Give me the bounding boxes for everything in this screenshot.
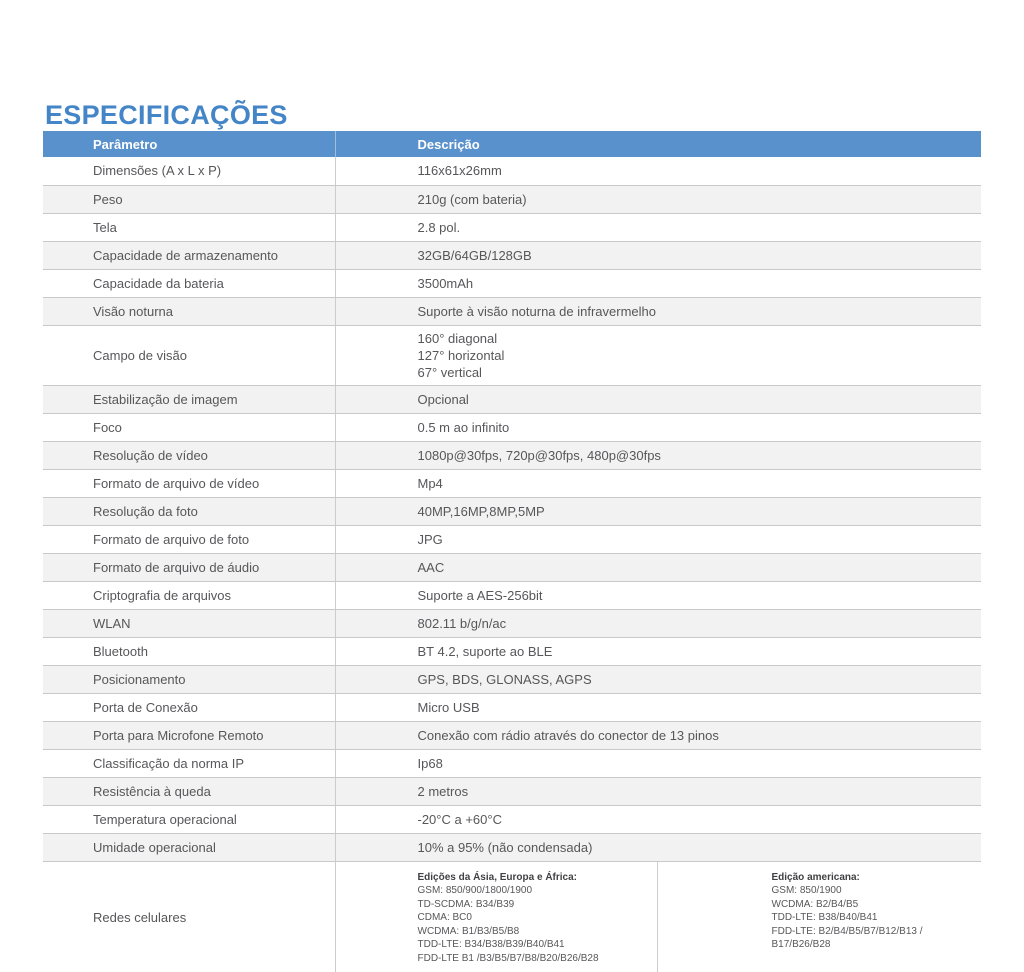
- col-header-descricao: Descrição: [335, 131, 981, 157]
- table-row: [43, 581, 981, 609]
- desc-line: BT 4.2, suporte ao BLE: [417, 643, 553, 659]
- param-cell: Temperatura operacional: [43, 805, 335, 833]
- desc-line: -20°C a +60°C: [417, 811, 502, 827]
- param-cell: Peso: [43, 185, 335, 213]
- param-cell: Foco: [43, 413, 335, 441]
- header-row: [43, 131, 981, 157]
- spec-table-body: [43, 157, 981, 972]
- table-row: [43, 637, 981, 665]
- param-cell: Bluetooth: [43, 637, 335, 665]
- param-cell: Resolução de vídeo: [43, 441, 335, 469]
- desc-line: 1080p@30fps, 720p@30fps, 480p@30fps: [417, 447, 661, 463]
- param-cell: Visão noturna: [43, 297, 335, 325]
- desc-cell: [335, 805, 981, 833]
- table-row: [43, 269, 981, 297]
- desc-line: 67° vertical: [417, 364, 482, 380]
- table-row: [43, 833, 981, 861]
- table-row: [43, 665, 981, 693]
- param-cell: Formato de arquivo de vídeo: [43, 469, 335, 497]
- desc-line: AAC: [417, 559, 445, 575]
- param-cell: Resistência à queda: [43, 777, 335, 805]
- table-row: [43, 749, 981, 777]
- desc-cell: [335, 637, 981, 665]
- network-band-line: TD-SCDMA: B34/B39: [417, 898, 515, 910]
- network-band-line: B17/B26/B28: [771, 939, 831, 950]
- network-band-line: TDD-LTE: B34/B38/B39/B40/B41: [417, 939, 565, 950]
- param-cell: Capacidade da bateria: [43, 269, 335, 297]
- desc-line: Opcional: [417, 391, 469, 407]
- desc-cell: [335, 385, 981, 413]
- desc-cell: [335, 157, 981, 185]
- desc-cell: [335, 777, 981, 805]
- page-title: ESPECIFICAÇÕES: [45, 100, 288, 131]
- spec-table: [43, 131, 981, 972]
- param-cell: Porta para Microfone Remoto: [43, 721, 335, 749]
- col-header-parametro: Parâmetro: [43, 131, 335, 157]
- network-band-line: GSM: 850/900/1800/1900: [417, 885, 533, 896]
- table-row: [43, 861, 981, 972]
- table-row: [43, 241, 981, 269]
- desc-line: 210g (com bateria): [417, 191, 527, 207]
- param-cell: Formato de arquivo de áudio: [43, 553, 335, 581]
- network-band-line: CDMA: BC0: [417, 912, 472, 923]
- network-editions: [336, 862, 982, 972]
- desc-cell: [335, 325, 981, 385]
- network-band-line: WCDMA: B1/B3/B5/B8: [417, 925, 520, 937]
- desc-line: 2 metros: [417, 783, 469, 799]
- desc-cell: [335, 833, 981, 861]
- network-edition-column: [658, 862, 982, 972]
- desc-line: 116x61x26mm: [417, 163, 502, 179]
- param-cell: WLAN: [43, 609, 335, 637]
- table-row: [43, 325, 981, 385]
- desc-line: Conexão com rádio através do conector de 13 pinos: [417, 727, 719, 743]
- desc-line: 2.8 pol.: [417, 219, 461, 235]
- desc-line: 40MP,16MP,8MP,5MP: [417, 503, 545, 519]
- desc-cell: [335, 185, 981, 213]
- table-row: [43, 385, 981, 413]
- desc-cell: [335, 297, 981, 325]
- desc-line: 0.5 m ao infinito: [417, 419, 510, 435]
- table-row: [43, 805, 981, 833]
- desc-line: 160° diagonal: [417, 330, 498, 346]
- param-cell: Posicionamento: [43, 665, 335, 693]
- param-cell: Estabilização de imagem: [43, 385, 335, 413]
- table-row: [43, 553, 981, 581]
- desc-line: JPG: [417, 531, 443, 547]
- desc-line: Suporte à visão noturna de infravermelho: [417, 303, 656, 319]
- param-cell: Formato de arquivo de foto: [43, 525, 335, 553]
- desc-line: 10% a 95% (não condensada): [417, 839, 593, 855]
- table-row: [43, 721, 981, 749]
- param-cell: Porta de Conexão: [43, 693, 335, 721]
- network-band-line: GSM: 850/1900: [771, 885, 842, 896]
- table-row: [43, 413, 981, 441]
- desc-cell: [335, 469, 981, 497]
- desc-cell: [335, 241, 981, 269]
- desc-cell: [335, 721, 981, 749]
- desc-cell: [335, 665, 981, 693]
- desc-line: 802.11 b/g/n/ac: [417, 615, 507, 631]
- table-row: [43, 297, 981, 325]
- network-edition-title: Edição americana:: [771, 871, 860, 883]
- network-edition-title: Edições da Ásia, Europa e África:: [417, 871, 577, 883]
- param-cell: Redes celulares: [43, 861, 335, 972]
- network-edition-column: [336, 862, 658, 972]
- desc-line: 127° horizontal: [417, 347, 505, 363]
- desc-line: Mp4: [417, 475, 443, 491]
- table-row: [43, 693, 981, 721]
- table-row: [43, 157, 981, 185]
- desc-line: Ip68: [417, 755, 443, 771]
- param-cell: Campo de visão: [43, 325, 335, 385]
- network-band-line: TDD-LTE: B38/B40/B41: [771, 912, 878, 923]
- desc-line: GPS, BDS, GLONASS, AGPS: [417, 671, 592, 687]
- desc-cell: [335, 213, 981, 241]
- param-cell: Classificação da norma IP: [43, 749, 335, 777]
- param-cell: Umidade operacional: [43, 833, 335, 861]
- desc-cell: [335, 609, 981, 637]
- table-row: [43, 525, 981, 553]
- table-row: [43, 497, 981, 525]
- desc-cell: [335, 749, 981, 777]
- network-band-line: FDD-LTE B1 /B3/B5/B7/B8/B20/B26/B28: [417, 952, 599, 964]
- table-row: [43, 469, 981, 497]
- network-cell: [335, 861, 981, 972]
- desc-line: Micro USB: [417, 699, 480, 715]
- table-row: [43, 609, 981, 637]
- network-band-line: WCDMA: B2/B4/B5: [771, 898, 859, 910]
- desc-cell: [335, 413, 981, 441]
- desc-cell: [335, 269, 981, 297]
- param-cell: Capacidade de armazenamento: [43, 241, 335, 269]
- spec-table-header: [43, 131, 981, 157]
- desc-cell: [335, 693, 981, 721]
- desc-cell: [335, 441, 981, 469]
- desc-cell: [335, 581, 981, 609]
- desc-cell: [335, 497, 981, 525]
- param-cell: Criptografia de arquivos: [43, 581, 335, 609]
- table-row: [43, 213, 981, 241]
- desc-line: Suporte a AES-256bit: [417, 587, 543, 603]
- param-cell: Dimensões (A x L x P): [43, 157, 335, 185]
- desc-line: 32GB/64GB/128GB: [417, 247, 532, 263]
- param-cell: Tela: [43, 213, 335, 241]
- desc-cell: [335, 525, 981, 553]
- network-band-line: FDD-LTE: B2/B4/B5/B7/B12/B13 /: [771, 925, 923, 937]
- param-cell: Resolução da foto: [43, 497, 335, 525]
- desc-cell: [335, 553, 981, 581]
- desc-line: 3500mAh: [417, 275, 474, 291]
- table-row: [43, 441, 981, 469]
- table-row: [43, 777, 981, 805]
- table-row: [43, 185, 981, 213]
